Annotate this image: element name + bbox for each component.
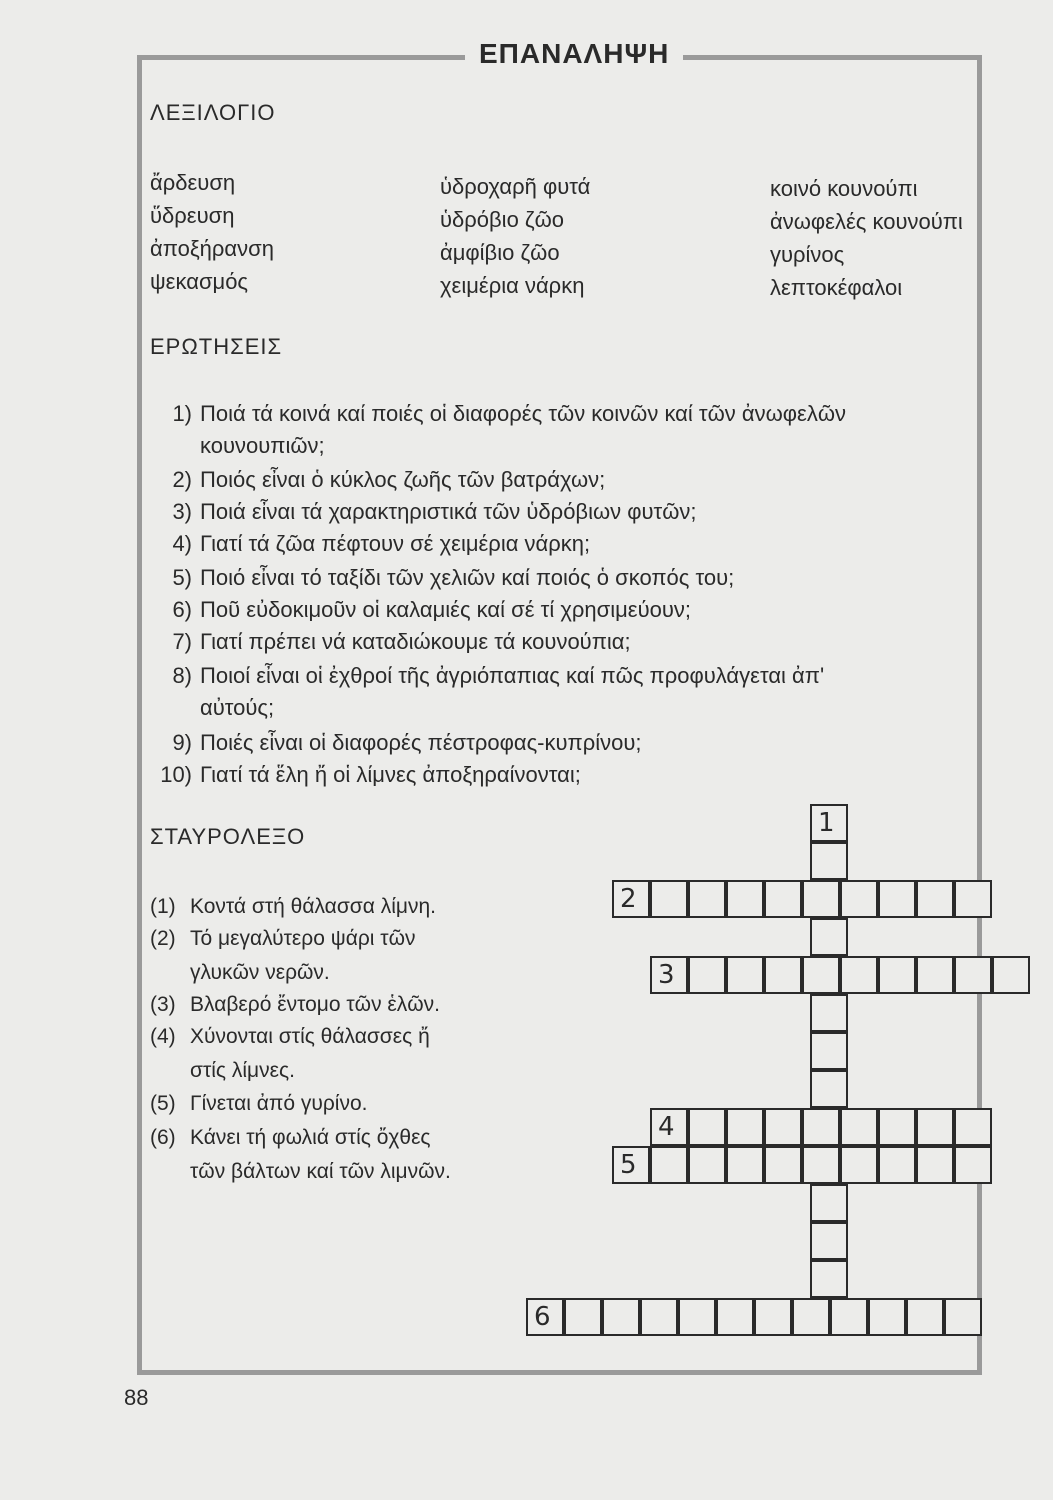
crossword-cell: [612, 880, 650, 918]
crossword-cell: [868, 1298, 906, 1336]
crossword-cell: [650, 880, 688, 918]
vocabulary-column-2: [440, 170, 590, 302]
question-text: Ποιά τά κοινά καί ποιές οἱ διαφορές τῶν κοινῶν καί τῶν ἀνωφελῶν: [200, 401, 847, 426]
crossword-cell: [726, 956, 764, 994]
clue-number: (2): [150, 927, 176, 950]
question-text: κουνουπιῶν;: [200, 433, 325, 458]
question-number: 5): [172, 565, 192, 590]
question-item: [150, 398, 846, 462]
vocabulary-column-3: [770, 172, 963, 304]
clue-text: τῶν βάλτων καί τῶν λιμνῶν.: [190, 1160, 451, 1183]
question-text: Ποιοί εἶναι οἱ ἐχθροί τῆς ἀγριόπαπιας καί πῶς προφυλάγεται ἀπ': [200, 663, 825, 688]
crossword-cell: [678, 1298, 716, 1336]
crossword-cell-number: 5: [620, 1150, 637, 1180]
crossword-cell: [878, 1146, 916, 1184]
clue-text: Βλαβερό ἔντομο τῶν ἑλῶν.: [190, 993, 441, 1016]
crossword-cell: [564, 1298, 602, 1336]
crossword-cell: [916, 880, 954, 918]
vocabulary-term: ἀμφίβιο ζῶο: [440, 240, 560, 265]
question-number: 1): [172, 401, 192, 426]
question-item: [150, 464, 605, 496]
crossword-cell: [954, 1146, 992, 1184]
crossword-cell-number: 1: [818, 808, 835, 838]
question-text: Γιατί τά ἕλη ἤ οἱ λίμνες ἀποξηραίνονται;: [200, 762, 581, 787]
crossword-cell: [764, 956, 802, 994]
crossword-cell-number: 2: [620, 884, 637, 914]
question-number: 4): [172, 531, 192, 556]
question-text: Ποιές εἶναι οἱ διαφορές πέστροφας-κυπρίνου;: [200, 730, 642, 755]
question-number: 10): [160, 762, 192, 787]
question-number: 9): [172, 730, 192, 755]
page-title: ΕΠΑΝΑΛΗΨΗ: [465, 38, 683, 70]
crossword-cell: [878, 880, 916, 918]
clue-text: στίς λίμνες.: [190, 1059, 295, 1082]
crossword-cell: [840, 1146, 878, 1184]
question-number: 6): [172, 597, 192, 622]
crossword-cell: [954, 1108, 992, 1146]
crossword-cell: [810, 994, 848, 1032]
crossword-cell: [810, 1222, 848, 1260]
crossword-cell: [954, 956, 992, 994]
question-item: [150, 626, 631, 658]
crossword-cell: [878, 1108, 916, 1146]
crossword-cell: [810, 1184, 848, 1222]
crossword-cell: [840, 956, 878, 994]
crossword-cell: [802, 1108, 840, 1146]
crossword-cell: [688, 1108, 726, 1146]
clue-number: (4): [150, 1025, 176, 1048]
vocabulary-term: ἀποξήρανση: [150, 236, 274, 261]
crossword-cell: [810, 1260, 848, 1298]
vocabulary-term: ἄρδευση: [150, 170, 236, 195]
clue-text: Τό μεγαλύτερο ψάρι τῶν: [190, 927, 416, 950]
clue-text: Γίνεται ἀπό γυρίνο.: [190, 1092, 368, 1115]
crossword-cell: [906, 1298, 944, 1336]
clue-number: (5): [150, 1092, 176, 1115]
question-text: Ποιά εἶναι τά χαρακτηριστικά τῶν ὑδρόβιων φυτῶν;: [200, 499, 697, 524]
question-item: [150, 660, 824, 724]
crossword-cell-number: 4: [658, 1112, 675, 1142]
crossword-cell: [916, 1108, 954, 1146]
vocabulary-heading: ΛΕΞΙΛΟΓΙΟ: [150, 100, 276, 125]
crossword-clue: [150, 1020, 430, 1088]
vocabulary-term: ὑδροχαρῆ φυτά: [440, 174, 591, 199]
crossword-cell: [716, 1298, 754, 1336]
clue-text: Κοντά στή θάλασσα λίμνη.: [190, 895, 436, 918]
crossword-cell: [810, 918, 848, 956]
question-text: Ποῦ εὐδοκιμοῦν οἱ καλαμιές καί σέ τί χρησιμεύουν;: [200, 597, 691, 622]
crossword-cell-number: 3: [658, 960, 675, 990]
crossword-cell: [650, 1146, 688, 1184]
vocabulary-term: λεπτοκέφαλοι: [770, 275, 903, 300]
crossword-clue: [150, 1087, 368, 1121]
vocabulary-term: ψεκασμός: [150, 269, 249, 294]
clue-number: (6): [150, 1126, 176, 1149]
crossword-cell: [688, 956, 726, 994]
crossword-cell: [840, 880, 878, 918]
question-text: Ποιό εἶναι τό ταξίδι τῶν χελιῶν καί ποιός ὁ σκοπός του;: [200, 565, 735, 590]
crossword-cell: [944, 1298, 982, 1336]
crossword-clue: [150, 1121, 451, 1189]
question-item: [150, 594, 691, 626]
question-number: 2): [172, 467, 192, 492]
crossword-cell: [802, 880, 840, 918]
vocabulary-term: χειμέρια νάρκη: [440, 273, 585, 298]
crossword-cell: [650, 1108, 688, 1146]
crossword-cell: [526, 1298, 564, 1336]
clue-text: γλυκῶν νερῶν.: [190, 961, 330, 984]
crossword-cell: [612, 1146, 650, 1184]
vocabulary-term: ὕδρευση: [150, 203, 235, 228]
vocabulary-term: ἀνωφελές κουνούπι: [770, 209, 963, 234]
crossword-cell: [916, 956, 954, 994]
question-item: [150, 727, 641, 759]
question-item: [150, 528, 590, 560]
vocabulary-term: γυρίνος: [770, 242, 845, 267]
vocabulary-term: ὑδρόβιο ζῶο: [440, 207, 565, 232]
crossword-cell: [602, 1298, 640, 1336]
question-text: αὐτούς;: [200, 695, 275, 720]
question-number: 7): [172, 629, 192, 654]
question-text: Γιατί πρέπει νά καταδιώκουμε τά κουνούπια;: [200, 629, 631, 654]
crossword-cell: [650, 956, 688, 994]
question-item: [150, 562, 734, 594]
crossword-cell: [792, 1298, 830, 1336]
page-number: 88: [124, 1385, 149, 1410]
question-text: Ποιός εἶναι ὁ κύκλος ζωῆς τῶν βατράχων;: [200, 467, 606, 492]
crossword-clue: [150, 988, 440, 1022]
crossword-clue: [150, 922, 415, 990]
crossword-cell: [726, 880, 764, 918]
questions-heading: ΕΡΩΤΗΣΕΙΣ: [150, 334, 283, 359]
clue-text: Χύνονται στίς θάλασσες ἤ: [190, 1025, 430, 1048]
clue-number: (1): [150, 895, 176, 918]
crossword-cell: [878, 956, 916, 994]
crossword-cell: [810, 1032, 848, 1070]
crossword-cell: [688, 1146, 726, 1184]
crossword-cell: [764, 880, 802, 918]
crossword-cell: [810, 804, 848, 842]
crossword-heading: ΣΤΑΥΡΟΛΕΞΟ: [150, 824, 306, 849]
crossword-cell: [840, 1108, 878, 1146]
crossword-cell: [726, 1146, 764, 1184]
crossword-cell: [764, 1146, 802, 1184]
crossword-cell: [802, 956, 840, 994]
crossword-cell: [802, 1146, 840, 1184]
question-number: 8): [172, 663, 192, 688]
crossword-clue: [150, 890, 436, 924]
question-number: 3): [172, 499, 192, 524]
question-item: [150, 496, 697, 528]
crossword-cell: [916, 1146, 954, 1184]
clue-text: Κάνει τή φωλιά στίς ὄχθες: [190, 1126, 431, 1149]
crossword-cell: [754, 1298, 792, 1336]
crossword-cell: [764, 1108, 802, 1146]
crossword-cell: [954, 880, 992, 918]
crossword-cell: [810, 1070, 848, 1108]
crossword-cell: [726, 1108, 764, 1146]
crossword-cell-number: 6: [534, 1302, 551, 1332]
crossword-cell: [830, 1298, 868, 1336]
crossword-cell: [640, 1298, 678, 1336]
crossword-cell: [688, 880, 726, 918]
vocabulary-term: κοινό κουνούπι: [770, 176, 918, 201]
question-text: Γιατί τά ζῶα πέφτουν σέ χειμέρια νάρκη;: [200, 531, 591, 556]
crossword-cell: [992, 956, 1030, 994]
crossword-cell: [810, 842, 848, 880]
clue-number: (3): [150, 993, 176, 1016]
question-item: [150, 759, 581, 791]
vocabulary-column-1: [150, 166, 274, 298]
